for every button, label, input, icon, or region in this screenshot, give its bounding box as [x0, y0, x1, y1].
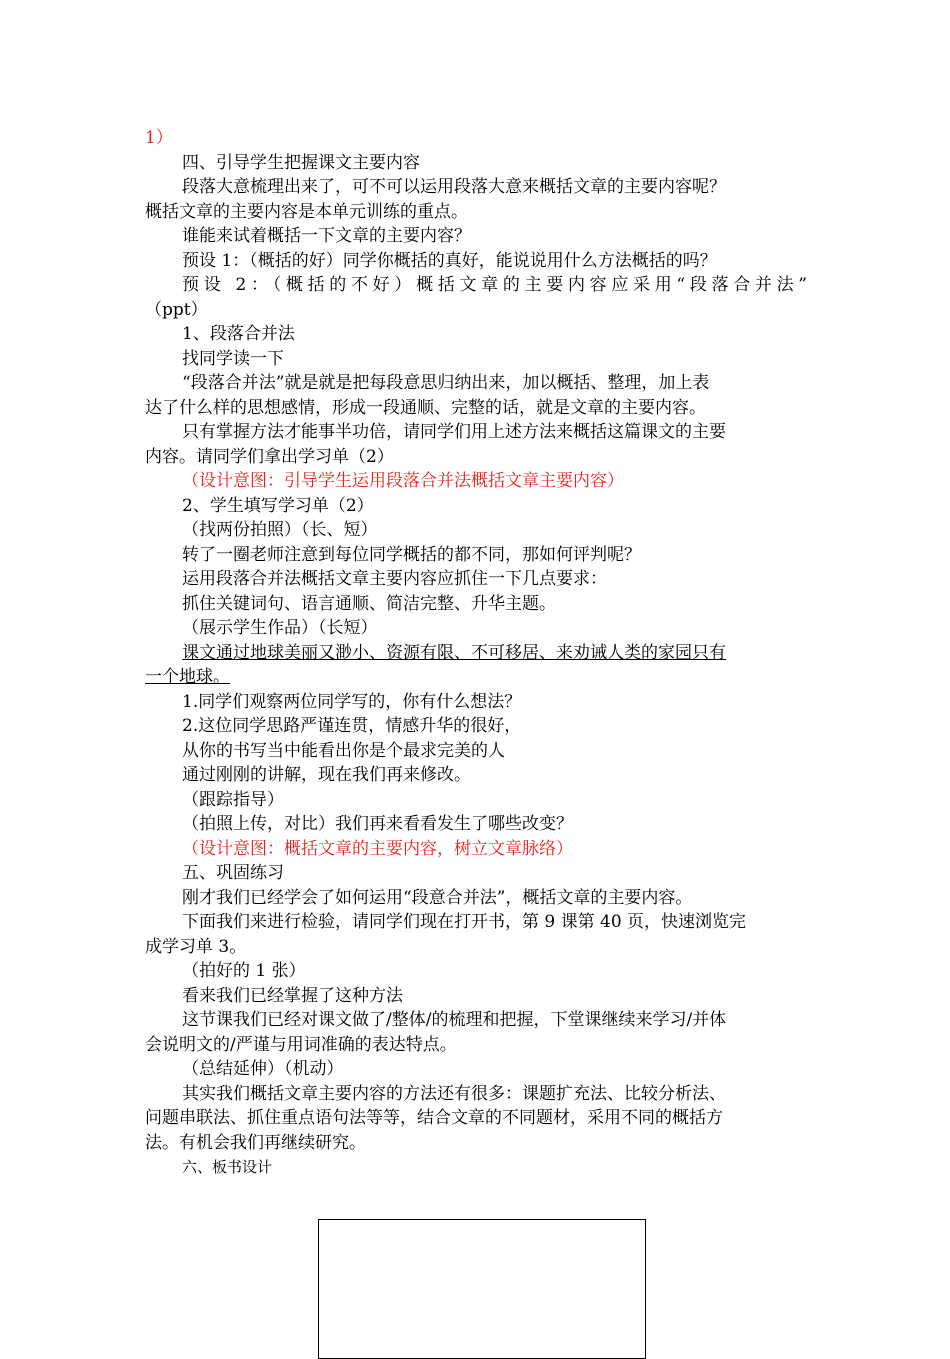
text-line-content: 其实我们概括文章主要内容的方法还有很多：课题扩充法、比较分析法、 — [182, 1083, 726, 1104]
text-line-content: 四、引导学生把握课文主要内容 — [182, 152, 420, 173]
text-line — [145, 420, 807, 445]
text-line-content: （设计意图：概括文章的主要内容，树立文章脉络） — [182, 838, 573, 859]
text-line — [145, 984, 807, 1009]
text-line-content: 课文通过地球美丽又渺小、资源有限、不可移居、来劝诫人类的家园只有 — [182, 642, 726, 663]
text-line — [145, 494, 807, 519]
text-line — [145, 151, 807, 176]
text-line-content: （展示学生作品）（长短） — [182, 618, 378, 638]
text-line-content: 转了一圈老师注意到每位同学概括的都不同，那如何评判呢？ — [182, 544, 641, 565]
text-line — [145, 518, 807, 543]
text-line-content: 法。有机会我们再继续研究。 — [145, 1132, 366, 1153]
text-line-content: （跟踪指导） — [182, 789, 284, 810]
text-line-content: 通过刚刚的讲解，现在我们再来修改。 — [182, 765, 471, 785]
text-line — [145, 1106, 807, 1131]
text-line-content: 成学习单 3。 — [145, 936, 247, 957]
text-line — [145, 1057, 807, 1082]
text-line — [145, 739, 807, 764]
design-intent-line — [145, 837, 807, 862]
text-line-content: 内容。请同学们拿出学习单（2） — [145, 446, 394, 467]
text-line — [145, 1155, 807, 1180]
text-line — [145, 175, 807, 200]
text-line-content: 找同学读一下 — [182, 348, 284, 369]
text-line-content: 1、段落合并法 — [182, 324, 295, 344]
text-line-content: （找两份拍照）（长、短） — [182, 520, 378, 540]
text-line — [145, 371, 807, 396]
text-line — [145, 910, 807, 935]
text-line — [145, 935, 807, 960]
text-line — [145, 298, 807, 323]
text-line — [145, 347, 807, 372]
text-line — [145, 249, 807, 274]
text-line — [145, 224, 807, 249]
text-line-content: “段落合并法”就是就是把每段意思归纳出来，加以概括、整理，加上表 — [182, 373, 710, 393]
text-line — [145, 322, 807, 347]
text-line-content: 抓住关键词句、语言通顺、简洁完整、升华主题。 — [182, 593, 556, 614]
text-line-content: 运用段落合并法概括文章主要内容应抓住一下几点要求： — [182, 569, 607, 589]
text-line-content: （拍照上传，对比）我们再来看看发生了哪些改变？ — [182, 814, 573, 834]
text-line — [145, 592, 807, 617]
text-line — [145, 959, 807, 984]
text-line-content: 会说明文的/严谨与用词准确的表达特点。 — [145, 1034, 457, 1055]
document-body — [145, 126, 807, 1180]
text-line-content: 预设 2：（概括的不好）概括文章的主要内容应采用“段落合并法” — [182, 275, 807, 295]
text-line-content: 刚才我们已经学会了如何运用“段意合并法”，概括文章的主要内容。 — [182, 887, 693, 908]
text-line — [145, 200, 807, 225]
text-line-content: 从你的书写当中能看出你是个最求完美的人 — [182, 740, 505, 761]
board-design-box — [318, 1219, 646, 1359]
design-intent-line — [145, 126, 807, 151]
text-line — [145, 861, 807, 886]
text-line-content: （设计意图：引导学生运用段落合并法概括文章主要内容） — [182, 471, 624, 491]
text-line — [145, 690, 807, 715]
text-line-content: 达了什么样的思想感情，形成一段通顺、完整的话，就是文章的主要内容。 — [145, 397, 706, 418]
text-line-content: 段落大意梳理出来了，可不可以运用段落大意来概括文章的主要内容呢？ — [182, 177, 726, 197]
text-line-content: 一个地球。 — [145, 667, 230, 687]
text-line-content: 2.这位同学思路严谨连贯，情感升华的很好， — [182, 716, 522, 736]
text-line-content: 这节课我们已经对课文做了/整体/的梳理和把握，下堂课继续来学习/并体 — [182, 1010, 727, 1030]
text-line-content: （总结延伸）（机动） — [182, 1059, 344, 1079]
text-line — [145, 665, 807, 690]
text-line — [145, 1008, 807, 1033]
text-line — [145, 445, 807, 470]
text-line — [145, 273, 807, 298]
text-line-content: （拍好的 1 张） — [182, 961, 306, 981]
text-line — [145, 763, 807, 788]
text-line-content: 五、巩固练习 — [182, 863, 284, 883]
text-line-content: 问题串联法、抓住重点语句法等等，结合文章的不同题材，采用不同的概括方 — [145, 1108, 723, 1128]
text-line-content: 1） — [145, 128, 173, 148]
text-line — [145, 641, 807, 666]
text-line-content: 预设 1：（概括的好）同学你概括的真好，能说说用什么方法概括的吗？ — [182, 250, 717, 271]
text-line-content: 2、学生填写学习单（2） — [182, 495, 374, 516]
design-intent-line — [145, 469, 807, 494]
text-line-content: 六、板书设计 — [182, 1158, 273, 1176]
text-line-content: 谁能来试着概括一下文章的主要内容？ — [182, 226, 471, 246]
text-line-content: 下面我们来进行检验，请同学们现在打开书，第 9 课第 40 页，快速浏览完 — [182, 912, 747, 932]
text-line-content: 只有掌握方法才能事半功倍，请同学们用上述方法来概括这篇课文的主要 — [182, 422, 726, 442]
text-line-content: 概括文章的主要内容是本单元训练的重点。 — [145, 201, 468, 222]
text-line — [145, 543, 807, 568]
text-line — [145, 1033, 807, 1058]
text-line — [145, 886, 807, 911]
text-line — [145, 1131, 807, 1156]
text-line-content: （ppt） — [145, 299, 208, 320]
text-line — [145, 1082, 807, 1107]
text-line — [145, 714, 807, 739]
text-line — [145, 396, 807, 421]
text-line — [145, 812, 807, 837]
text-line-content: 看来我们已经掌握了这种方法 — [182, 985, 403, 1006]
text-line — [145, 788, 807, 813]
text-line — [145, 616, 807, 641]
text-line — [145, 567, 807, 592]
text-line-content: 1.同学们观察两位同学写的，你有什么想法？ — [182, 691, 522, 712]
